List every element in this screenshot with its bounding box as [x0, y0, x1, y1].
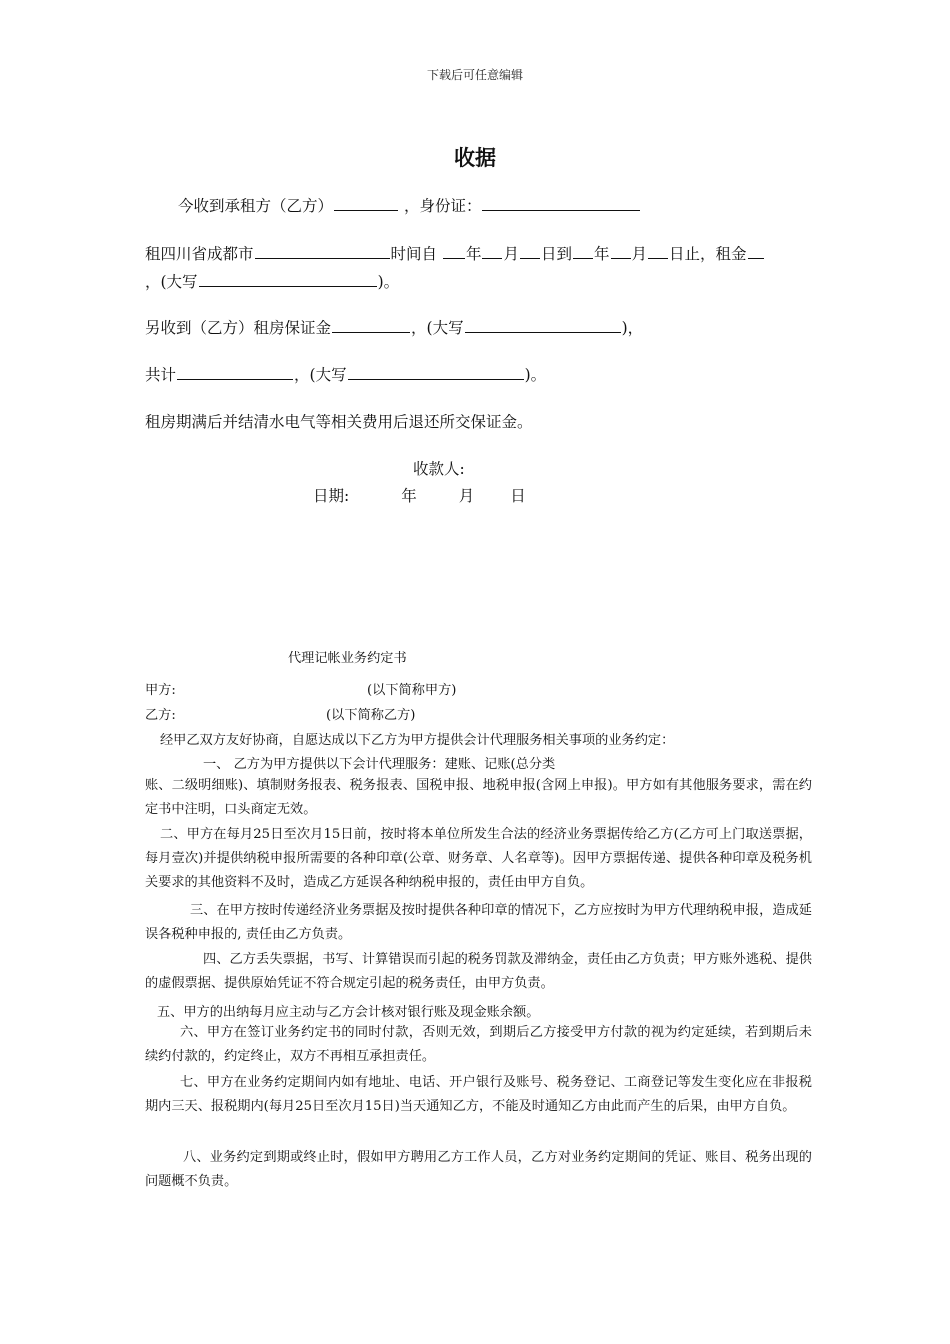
receipt-line3-close: )。: [377, 273, 400, 291]
start-month-label: 月: [503, 245, 519, 263]
start-day-blank: [520, 242, 540, 259]
end-day-label: 日止，租金: [669, 245, 747, 263]
agreement-title: 代理记帐业务约定书: [288, 651, 407, 666]
deposit-amount-blank: [332, 316, 410, 333]
receipt-line2-text-a: 租四川省成都市: [145, 245, 254, 263]
clause-4: 四、乙方丢失票据，书写、计算错误而引起的税务罚款及滞纳金，责任由乙方负责；甲方账外逃税、提供的虚假票据、提供原始凭证不符合规定引起的税务责任，由甲方负责。: [145, 952, 812, 991]
start-year-label: 年: [465, 245, 482, 263]
receipt-line4-text-b: ，(大写: [411, 319, 464, 337]
receipt-line5-close: )。: [524, 366, 547, 384]
start-year-blank: [443, 242, 465, 259]
clause-1-rest: 账、二级明细账)、填制财务报表、税务报表、国税申报、地税申报(含网上申报)。甲方如有其他服务要求，需在约定书中注明，口头商定无效。: [145, 778, 812, 817]
receipt-line-4: [145, 316, 643, 338]
deposit-capital-blank: [465, 316, 621, 333]
receipt-line4-text-a: 另收到（乙方）租房保证金: [145, 319, 332, 337]
receipt-line2-text-b: 时间自: [390, 245, 438, 263]
receipt-title: 收据: [454, 146, 496, 170]
address-blank: [255, 242, 390, 259]
tenant-name-blank: [334, 194, 398, 211]
receipt-line3-text-a: ，(大写: [145, 273, 198, 291]
receipt-line-3: [145, 270, 399, 292]
rent-amount-blank: [748, 242, 764, 259]
clause-6: 六、甲方在签订业务约定书的同时付款，否则无效，到期后乙方接受甲方付款的视为约定延续，若到期后未续约付款的，约定终止，双方不再相互承担责任。: [145, 1025, 812, 1064]
receipt-line5-text-a: 共计: [145, 366, 177, 384]
clause-5: 五、甲方的出纳每月应主动与乙方会计核对银行账及现金账余额。: [157, 1005, 540, 1020]
party-b-label: 乙方:: [145, 708, 176, 723]
receipt-line1-text-a: 今收到承租方（乙方）: [178, 197, 334, 215]
total-capital-blank: [348, 363, 524, 380]
receipt-line-5: [145, 363, 546, 385]
party-a-note: (以下简称甲方): [367, 683, 457, 698]
end-month-label: 月: [631, 245, 648, 263]
end-day-blank: [648, 242, 668, 259]
party-a-label: 甲方:: [145, 683, 176, 698]
clause-2: 二、甲方在每月25日至次月15日前，按时将本单位所发生合法的经济业务票据传给乙方(乙方可上门取送票据，每月壹次)并提供纳税申报所需要的各种印章(公章、财务章、人名章等)。因甲方票据传递、提供各种印章及税务机关要求的其他资料不及时，造成乙方延误各种纳税申报的，责任由甲方自负。: [145, 827, 812, 890]
header-note: 下载后可任意编辑: [426, 68, 523, 82]
receipt-line-1: [178, 194, 641, 216]
clause-8: 八、业务约定到期或终止时，假如甲方聘用乙方工作人员，乙方对业务约定期间的凭证、账目、税务出现的问题概不负责。: [145, 1150, 812, 1189]
id-number-blank: [482, 194, 640, 211]
total-amount-blank: [177, 363, 293, 380]
clause-3: 三、在甲方按时传递经济业务票据及按时提供各种印章的情况下，乙方应按时为甲方代理纳税申报，造成延误各税种申报的, 责任由乙方负责。: [145, 903, 812, 942]
date-day-label: 日: [510, 487, 526, 505]
end-year-blank: [573, 242, 593, 259]
receipt-line4-close: )，: [621, 319, 644, 337]
clause-1-first-line: 一、 乙方为甲方提供以下会计代理服务：建账、记账(总分类: [203, 757, 556, 772]
receipt-line1-text-b: ，身份证：: [403, 197, 482, 215]
start-day-label: 日到: [541, 245, 573, 263]
party-b-note: (以下简称乙方): [326, 708, 416, 723]
agreement-intro: 经甲乙双方友好协商，自愿达成以下乙方为甲方提供会计代理服务相关事项的业务约定：: [160, 733, 675, 748]
date-month-label: 月: [458, 487, 475, 505]
date-label: 日期:: [313, 487, 350, 505]
date-year-label: 年: [401, 487, 417, 505]
start-month-blank: [482, 242, 502, 259]
payee-label: 收款人:: [413, 460, 465, 478]
date-line: [313, 484, 526, 506]
end-year-label: 年: [594, 245, 610, 263]
clause-7: 七、甲方在业务约定期间内如有地址、电话、开户银行及账号、税务登记、工商登记等发生变化应在非报税期内三天、报税期内(每月25日至次月15日)当天通知乙方，不能及时通知乙方由此而产生的后果，由甲方自负。: [145, 1075, 812, 1114]
receipt-line5-text-b: ，(大写: [294, 366, 347, 384]
end-month-blank: [611, 242, 631, 259]
receipt-line-6: 租房期满后并结清水电气等相关费用后退还所交保证金。: [145, 413, 533, 431]
receipt-line-2: [145, 242, 765, 264]
rent-capital-blank: [199, 270, 377, 287]
